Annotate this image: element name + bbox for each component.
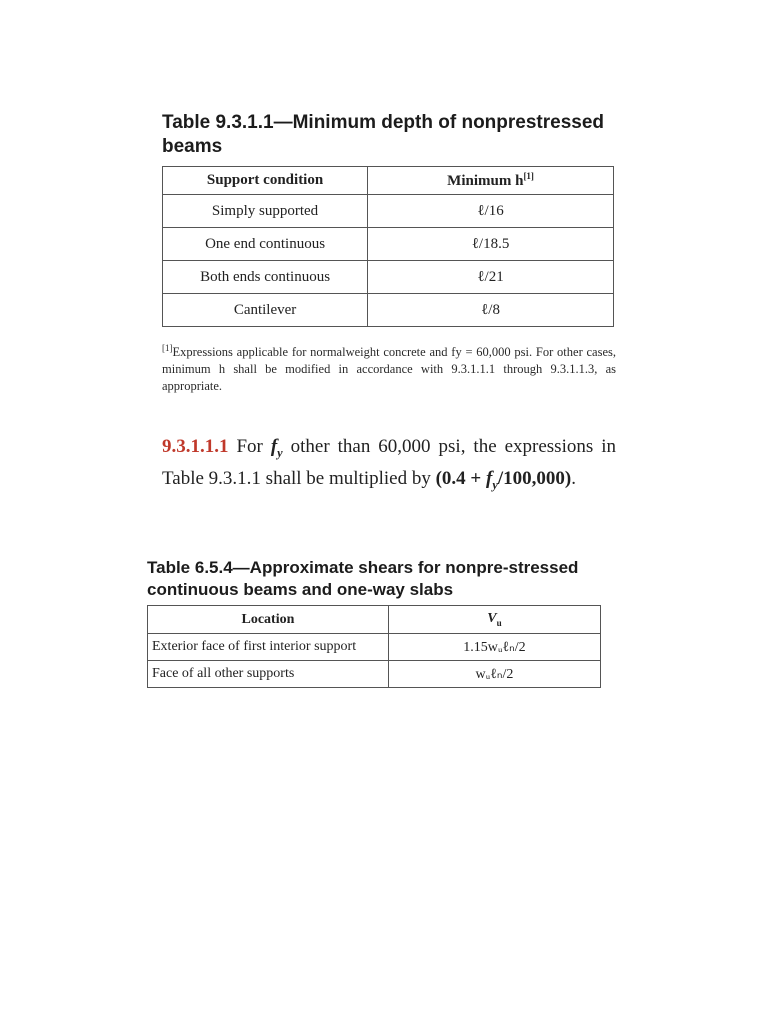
formula-open: (0.4 + — [435, 467, 482, 489]
support-condition-cell: Cantilever — [163, 294, 368, 327]
minimum-h-header-label: Minimum h — [447, 173, 524, 189]
support-condition-cell: Simply supported — [163, 195, 368, 228]
minimum-h-cell: ℓ/21 — [368, 261, 614, 294]
formula-fy — [486, 467, 498, 492]
formula-close: /100,000) — [497, 467, 572, 489]
approximate-shears-table — [147, 605, 601, 688]
formula-fy-sub: y — [492, 477, 498, 492]
table-9-3-1-1-title: Table 9.3.1.1—Minimum depth of nonprestressed beams — [162, 112, 605, 157]
support-condition-cell: Both ends continuous — [163, 261, 368, 294]
minimum-h-cell: ℓ/18.5 — [368, 228, 614, 261]
minimum-h-cell: ℓ/16 — [368, 195, 614, 228]
table-row — [163, 228, 614, 261]
location-cell: Face of all other supports — [148, 661, 389, 688]
footnote-text: Expressions applicable for normalweight concrete and fy = 60,000 psi. For other cases, minimum h shall be modified in accordance with 9.3.1.1.1 through 9.3.1.1.3, as appropriate. — [162, 344, 616, 393]
table-footnote — [162, 340, 616, 395]
table-row — [163, 294, 614, 327]
clause-end: . — [571, 467, 576, 489]
vu-cell: wᵤℓₙ/2 — [388, 661, 600, 688]
vu-symbol: V — [487, 611, 497, 627]
clause-number: 9.3.1.1.1 — [162, 436, 229, 457]
table-header-row — [148, 606, 601, 634]
table-row — [163, 261, 614, 294]
table-row — [148, 661, 601, 688]
clause-formula — [435, 467, 572, 492]
minimum-h-header — [368, 167, 614, 195]
vu-header — [388, 606, 600, 634]
minimum-h-cell: ℓ/8 — [368, 294, 614, 327]
table-row — [148, 634, 601, 661]
fy-symbol-letter: f — [270, 436, 278, 457]
clause-text-part2: other than 60,000 psi, the expressions in Table 9.3.1.1 shall be multiplied by — [162, 436, 616, 489]
location-header: Location — [148, 606, 389, 634]
fy-symbol — [270, 436, 283, 460]
minimum-h-footnote-ref: [1] — [523, 171, 534, 181]
table-header-row — [163, 167, 614, 195]
clause-9-3-1-1-1 — [162, 434, 616, 498]
fy-symbol-sub: y — [277, 445, 283, 460]
support-condition-header: Support condition — [163, 167, 368, 195]
formula-fy-letter: f — [486, 467, 493, 489]
clause-text-part1: For — [236, 436, 263, 457]
support-condition-cell: One end continuous — [163, 228, 368, 261]
footnote-marker: [1] — [162, 342, 173, 353]
min-depth-table — [162, 166, 614, 327]
location-cell: Exterior face of first interior support — [148, 634, 389, 661]
vu-subscript: u — [496, 617, 502, 628]
vu-cell: 1.15wᵤℓₙ/2 — [388, 634, 600, 661]
table-6-5-4-title: Table 6.5.4—Approximate shears for nonpre-stressed continuous beams and one-way slabs — [147, 558, 579, 599]
table-row — [163, 195, 614, 228]
